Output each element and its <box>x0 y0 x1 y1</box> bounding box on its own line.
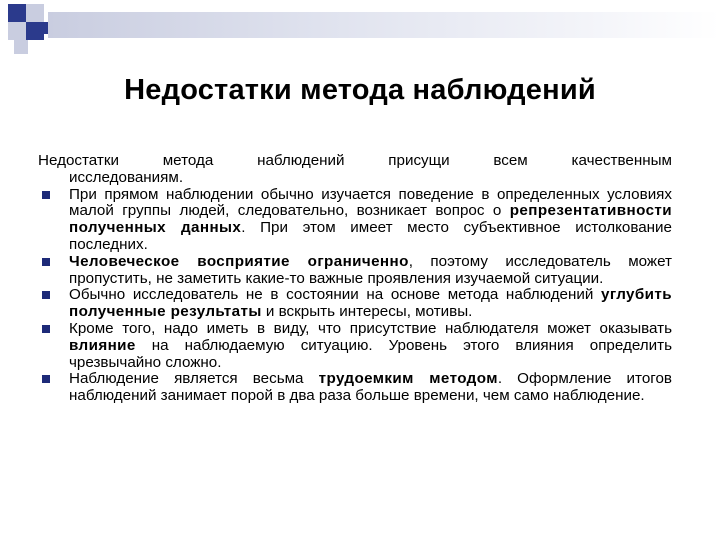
bullet-list <box>38 187 672 405</box>
slide-title: Недостатки метода наблюдений <box>124 74 596 106</box>
bullet-text: Обычно исследователь не в состоянии на основе метода наблюдений <box>69 286 602 304</box>
square-bullet-icon <box>42 375 50 383</box>
bullet-text: . Оформление итогов наблюдений занимает порой в два раза больше времени, чем само наблюдение. <box>69 370 672 405</box>
deco-square-light <box>26 4 44 22</box>
bullet-emphasis: влияние <box>69 336 136 354</box>
square-bullet-icon <box>42 291 50 299</box>
intro-paragraph <box>38 153 672 187</box>
bullet-emphasis: репрезентативности полученных данных <box>69 202 672 237</box>
header-gradient-bar <box>48 12 720 38</box>
bullet-text: Кроме того, надо иметь в виду, что присутствие наблюдателя может оказывать <box>69 319 672 337</box>
deco-square-light <box>14 40 28 54</box>
deco-square-dark <box>8 4 26 22</box>
bullet-text: , поэтому исследователь может пропустить, не заметить какие-то важные проявления изучаемой ситуации. <box>69 252 672 287</box>
bullet-text: и вскрыть интересы, мотивы. <box>261 303 473 321</box>
bullet-text: При прямом наблюдении обычно изучается поведение в определенных условиях малой группы людей, следовательно, возникает вопрос о <box>69 185 672 220</box>
intro-line-1: Недостатки метода наблюдений присущи всем качественным <box>38 152 672 169</box>
bullet-item <box>38 371 672 405</box>
bullet-text: Наблюдение является весьма <box>69 370 319 388</box>
square-bullet-icon <box>42 258 50 266</box>
slide-body <box>38 153 672 405</box>
bullet-item <box>38 287 672 321</box>
bullet-emphasis: трудоемким методом <box>318 370 498 388</box>
bullet-emphasis: углубить полученные результаты <box>69 286 672 321</box>
bullet-text: . При этом имеет место субъективное истолкование последних. <box>69 219 672 253</box>
square-bullet-icon <box>42 325 50 333</box>
bullet-item <box>38 254 672 288</box>
bullet-item <box>38 187 672 254</box>
bullet-emphasis: Человеческое восприятие ограниченно <box>69 252 409 270</box>
deco-square-light <box>8 22 26 40</box>
intro-line-2: исследованиям. <box>69 168 184 186</box>
bullet-text: на наблюдаемую ситуацию. Уровень этого влияния определить чрезвычайно сложно. <box>69 336 672 371</box>
square-bullet-icon <box>42 191 50 199</box>
bullet-item <box>38 321 672 371</box>
deco-square-dark <box>26 22 44 40</box>
